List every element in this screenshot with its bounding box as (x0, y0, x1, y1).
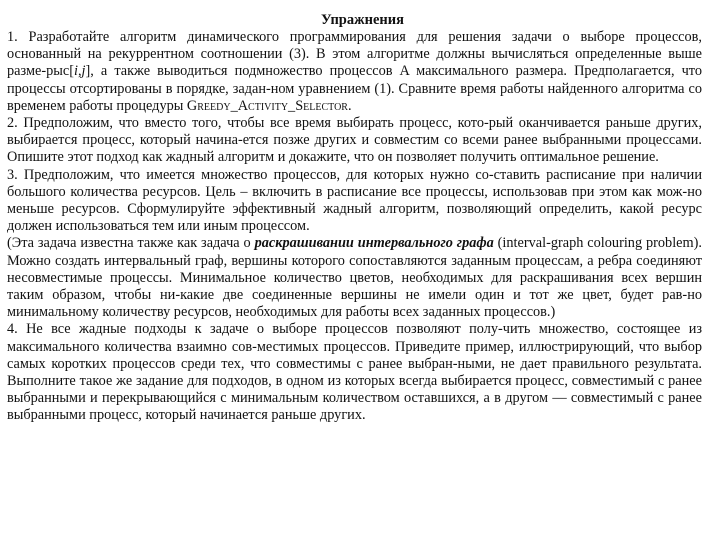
exercise-1-text-g: ], а также выводиться подмножество процессов A максимального размера. Предполагается, что процессы отсортированы в порядке, задан-ном уравнением (1). Сравните время работы найденного алгоритма со временем работы процедуры (7, 63, 702, 114)
exercise-3-note-a: (Эта задача известна также как задача о (7, 235, 255, 252)
exercises-body (7, 29, 702, 425)
exercise-1-index-i: i (73, 63, 78, 80)
exercise-3-note (7, 235, 702, 321)
exercise-1-symbol-c: с (62, 63, 70, 80)
exercise-1 (7, 29, 702, 115)
exercise-3-term: раскрашивании интервального графа (254, 235, 494, 252)
exercise-4: 4. Не все жадные подходы к задаче о выборе процессов позволяют полу-чить множество, состоящее из максимального количества взаимно сов-местимых процессов. Приведите пример, иллюстрирующий, что выбор самых коротких процессов среди тех, что совместимы с ранее выбран-ными, не дает правильного результата. Выполните такое же задание для подходов, в одном из которых всегда выбирается процесс, совместимый с ранее выбранными и перекрывающийся с минимальным количеством оставшихся, а в другом — совместимый с ранее выбранными процесс, который начинается раньше других. (7, 321, 702, 424)
exercise-1-text-a: 1. Разработайте алгоритм динамического программирования для решения задачи о выборе процессов, основанный на рекуррентном соотношении (3). В этом алгоритме должны вычисляться определенные выше разме-ры (7, 29, 702, 80)
procedure-name: Greedy_Activity_Selector (186, 97, 348, 114)
page-title: Упражнения (321, 12, 404, 28)
exercise-1-bracket-open: [ (69, 63, 74, 80)
exercise-1-index-j: j (81, 63, 86, 80)
exercise-2: 2. Предположим, что вместо того, чтобы все время выбирать процесс, кото-рый оканчивается раньше других, выбирается процесс, который начина-ется позже других и совместим со всеми ранее выбранными процессами. Опишите этот подход как жадный алгоритм и докажите, что он позволяет получить оптимальное решение. (7, 115, 702, 166)
exercise-1-comma: , (77, 63, 82, 80)
exercise-1-period: . (347, 97, 352, 114)
exercise-3: 3. Предположим, что имеется множество процессов, для которых нужно со-ставить расписание при наличии большого количества ресурсов. Цель – включить в расписание все процессы, использовав при этом как мож-но меньше ресурсов. Сформулируйте эффективный жадный алгоритм, позволяющий определить, какой ресурс должен использоваться тем или иным процессом. (7, 166, 702, 235)
exercise-3-note-c: (interval-graph colouring problem). Можно создать интервальный граф, вершины которого сопоставляются заданным процессам, а ребра соединяют несовместимые процессы. Минимальное количество цветов, необходимых для раскрашивания всех вершин таким образом, чтобы ни-какие две соединенные вершины не имели один и тот же цвет, будет рав-но минимальному количеству ресурсов, необходимых для работы всех заданных процессов.) (7, 235, 702, 321)
